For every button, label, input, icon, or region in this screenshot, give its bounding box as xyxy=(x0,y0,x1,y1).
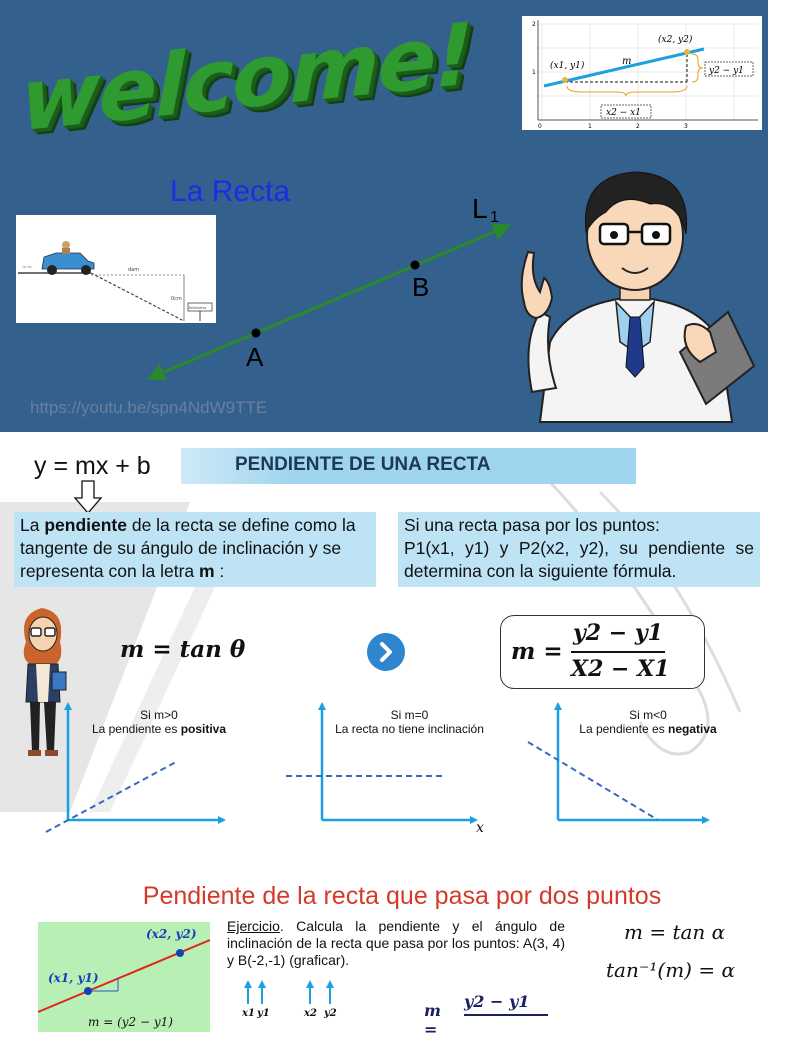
x-tick: 1 xyxy=(588,123,592,130)
y1-label: y1 xyxy=(257,1008,270,1019)
next-button[interactable] xyxy=(367,633,405,671)
section-banner xyxy=(181,448,636,484)
coordinate-arrows xyxy=(238,978,348,1018)
x-tick: 2 xyxy=(636,123,640,130)
svg-text:≈≈: ≈≈ xyxy=(22,264,33,271)
tangent-formula: m = tan θ xyxy=(120,636,246,663)
fraction-bar xyxy=(464,1014,548,1016)
points-formula-box: Si una recta pasa por los puntos: P1(x1, y1) y P2(x2, y2), su pendiente se determina con la siguiente fórmula. xyxy=(398,512,760,587)
m-label: m xyxy=(622,56,632,67)
la-recta-title: La Recta xyxy=(170,175,291,208)
tan-alpha-formula: m = tan α xyxy=(624,920,726,944)
point-b-label: B xyxy=(412,272,430,302)
arctan-formula: tan⁻¹(m) = α xyxy=(606,958,735,982)
fraction-bar xyxy=(571,651,665,653)
point-p2 xyxy=(176,949,184,957)
p1-label: (x1, y1) xyxy=(550,61,585,71)
sign-label: Kilómetro xyxy=(189,306,207,310)
welcome-slide xyxy=(0,0,768,432)
teacher-illustration xyxy=(510,152,760,422)
exercise-label: Ejercicio xyxy=(227,918,280,934)
p1-label: (x1, y1) xyxy=(48,971,99,985)
two-points-title: Pendiente de la recta que pasa por dos puntos xyxy=(142,882,662,910)
point-a xyxy=(252,329,261,338)
negative-slope-line xyxy=(528,742,658,820)
down-arrow-icon xyxy=(74,480,102,514)
line-l1-subscript: 1 xyxy=(490,209,499,226)
chevron-right-icon xyxy=(367,633,405,671)
point-b xyxy=(411,261,420,270)
two-points-graph xyxy=(38,922,210,1032)
m-numerator: y2 − y1 xyxy=(464,992,530,1011)
slope-formula-m: m = xyxy=(511,638,563,665)
definition-keyword: pendiente xyxy=(44,515,127,535)
m-formula-partial: m = (y2 − y1) xyxy=(88,1015,173,1029)
slope-definition-slide xyxy=(0,432,768,862)
dx-label: x2 − x1 xyxy=(606,108,641,118)
definition-box: La pendiente de la recta se define como la tangente de su ángulo de inclinación y se representa con la letra m : xyxy=(14,512,376,587)
positive-slope-line xyxy=(46,762,176,832)
p2-label: (x2, y2) xyxy=(146,927,197,941)
y2-label: y2 xyxy=(324,1008,337,1019)
positive-slope-caption: Si m>0 La pendiente es positiva xyxy=(91,708,227,736)
point-a-label: A xyxy=(246,342,264,372)
negative-slope-caption: Si m<0 La pendiente es negativa xyxy=(579,708,717,736)
line-l1 xyxy=(150,226,508,378)
x2-label: x2 xyxy=(304,1008,317,1019)
point-p1 xyxy=(84,987,92,995)
y-tick: 2 xyxy=(532,21,536,28)
welcome-title: welcome! xyxy=(20,4,472,152)
m-label: m = xyxy=(424,1001,441,1039)
banner-title: PENDIENTE DE UNA RECTA xyxy=(235,454,491,475)
line-equation: y = mx + b xyxy=(34,452,151,480)
two-points-slide xyxy=(0,862,768,1039)
exercise-text: Ejercicio. Calcula la pendiente y el ángulo de inclinación de la recta que pasa por los puntos: A(3, 4) y B(-2,-1) (graficar). xyxy=(227,918,565,968)
dy-label: y2 − y1 xyxy=(709,66,744,76)
slope-formula-box xyxy=(500,615,705,689)
dist-label: dam xyxy=(128,267,140,273)
x-axis-label: x xyxy=(476,820,484,836)
p2-label: (x2, y2) xyxy=(658,35,693,45)
x-tick: 0 xyxy=(538,123,542,130)
slope-formula-numerator: y2 − y1 xyxy=(573,620,663,646)
x1-label: x1 xyxy=(242,1008,255,1019)
height-label: 0cm xyxy=(171,296,182,302)
x-tick: 3 xyxy=(684,123,688,130)
zero-slope-caption: Si m=0 La recta no tiene inclinación xyxy=(335,708,484,736)
y-tick: 1 xyxy=(532,69,536,76)
slope-formula-denominator: X2 − X1 xyxy=(571,656,670,682)
line-l1-label: L xyxy=(472,193,488,224)
video-link[interactable]: https://youtu.be/spn4NdW9TTE xyxy=(30,398,268,417)
